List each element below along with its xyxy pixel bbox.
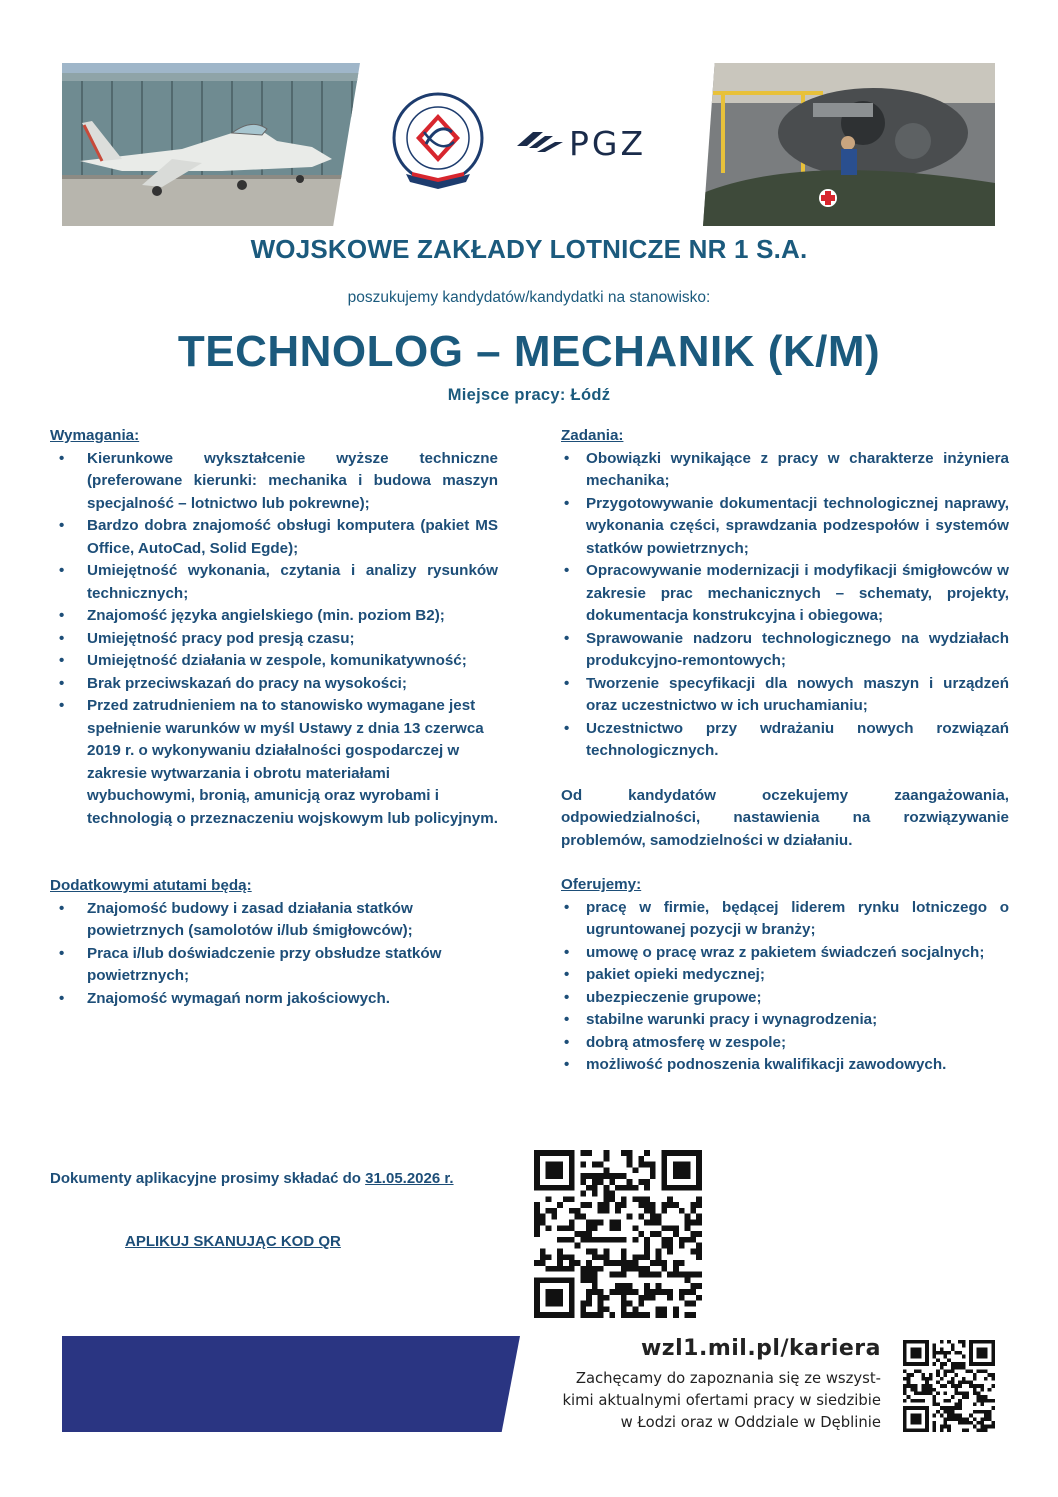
pgz-logo <box>515 122 670 164</box>
career-url[interactable]: wzl1.mil.pl/kariera <box>640 1336 881 1361</box>
deadline-text <box>50 1170 454 1187</box>
list-item: • Sprawowanie nadzoru technologicznego na wydziałach produkcyjno-remontowych; <box>561 628 1009 673</box>
list-item: • dobrą atmosferę w zespole; <box>561 1032 1009 1055</box>
jet-photo <box>62 63 360 226</box>
career-text-line: Zachęcamy do zapoznania się ze wszyst- <box>575 1370 881 1387</box>
list-item: • Kierunkowe wykształcenie wyższe techniczne (preferowane kierunki: mechanika i budowa maszyn specjalność – lotnictwo lub pokrewne); <box>50 448 498 516</box>
list-item: • Bardzo dobra znajomość obsługi komputera (pakiet MS Office, AutoCad, Solid Egde); <box>50 515 498 560</box>
left-column <box>50 425 498 1010</box>
list-item: • Opracowywanie modernizacji i modyfikacji śmigłowców w zakresie prac mechanicznych – schematy, projekty, dokumentacja konstrukcyjna i obiegowa; <box>561 560 1009 628</box>
expectations-paragraph: Od kandydatów oczekujemy zaangażowania, odpowiedzialności, nastawienia na rozwiązywanie problemów, samodzielności w działaniu. <box>561 786 1009 849</box>
list-item: • Brak przeciwskazań do pracy na wysokości; <box>50 673 498 696</box>
career-text-line: w Łodzi oraz w Oddziale w Dęblinie <box>620 1414 881 1431</box>
offer-heading: Oferujemy: <box>561 876 642 893</box>
career-invitation-text <box>530 1368 881 1434</box>
helicopter-workshop-photo <box>703 63 995 226</box>
extras-heading: Dodatkowymi atutami będą: <box>50 877 252 894</box>
list-item: • Znajomość budowy i zasad działania statków powietrznych (samolotów i/lub śmigłowców); <box>50 898 498 943</box>
list-item: • Przygotowywanie dokumentacji technologicznej naprawy, wykonania części, sprawdzania podzespołów i systemów statków powietrznych; <box>561 493 1009 561</box>
wzl-company-logo <box>388 92 488 192</box>
list-item: • stabilne warunki pracy i wynagrodzenia; <box>561 1009 1009 1032</box>
offer-list <box>561 897 1009 1077</box>
apply-qr-link[interactable]: APLIKUJ SKANUJĄC KOD QR <box>125 1233 341 1250</box>
list-item: • Praca i/lub doświadczenie przy obsłudze statków powietrznych; <box>50 943 498 988</box>
list-item: • Tworzenie specyfikacji dla nowych maszyn i urządzeń oraz uczestnictwo w ich uruchamianiu; <box>561 673 1009 718</box>
list-item: • możliwość podnoszenia kwalifikacji zawodowych. <box>561 1054 1009 1077</box>
list-item: • Obowiązki wynikające z pracy w charakterze inżyniera mechanika; <box>561 448 1009 493</box>
extras-list <box>50 898 498 1011</box>
pgz-logo-text: PGZ <box>569 124 647 163</box>
requirements-heading: Wymagania: <box>50 427 140 444</box>
job-title: TECHNOLOG – MECHANIK (K/M) <box>177 327 881 376</box>
requirements-list <box>50 448 498 831</box>
list-item: • Przed zatrudnieniem na to stanowisko wymagane jest spełnienie warunków w myśl Ustawy z dnia 13 czerwca 2019 r. o wykonywaniu działalności gospodarczej w zakresie wytwarzania i obrotu materiałami wybuchowymi, bronią, amunicją oraz wyrobami i technologią o przeznaczeniu wojskowym lub policyjnym. <box>50 695 498 830</box>
right-column <box>561 425 1009 1077</box>
list-item: • pracę w firmie, będącej liderem rynku lotniczego o ugruntowanej pozycji w branży; <box>561 897 1009 942</box>
list-item: • Umiejętność wykonania, czytania i analizy rysunków technicznych; <box>50 560 498 605</box>
tasks-list <box>561 448 1009 763</box>
job-location: Miejsce pracy: Łódź <box>447 386 611 404</box>
list-item: • pakiet opieki medycznej; <box>561 964 1009 987</box>
company-name: WOJSKOWE ZAKŁADY LOTNICZE NR 1 S.A. <box>250 234 808 264</box>
list-item: • Znajomość wymagań norm jakościowych. <box>50 988 498 1011</box>
list-item: • Umiejętność działania w zespole, komunikatywność; <box>50 650 498 673</box>
blue-banner <box>62 1336 520 1432</box>
tasks-heading: Zadania: <box>561 427 624 444</box>
career-qr-code[interactable] <box>903 1340 995 1432</box>
application-qr-code[interactable] <box>534 1150 702 1318</box>
deadline-date: 31.05.2026 r. <box>365 1170 454 1187</box>
list-item: • Uczestnictwo przy wdrażaniu nowych rozwiązań technologicznych. <box>561 718 1009 763</box>
subtitle: poszukujemy kandydatów/kandydatki na stanowisko: <box>347 289 711 306</box>
list-item: • ubezpieczenie grupowe; <box>561 987 1009 1010</box>
deadline-prefix: Dokumenty aplikacyjne prosimy składać do <box>50 1170 361 1187</box>
list-item: • Znajomość języka angielskiego (min. poziom B2); <box>50 605 498 628</box>
list-item: • Umiejętność pracy pod presją czasu; <box>50 628 498 651</box>
career-text-line: kimi aktualnymi ofertami pracy w siedzibie <box>562 1392 881 1409</box>
list-item: • umowę o pracę wraz z pakietem świadczeń socjalnych; <box>561 942 1009 965</box>
